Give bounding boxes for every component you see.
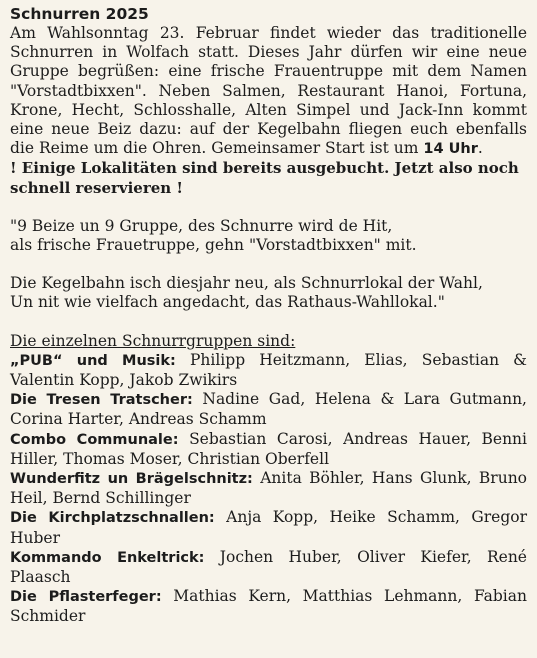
group-name: Kommando Enkeltrick: xyxy=(10,549,205,566)
poem-line: als frische Frauetruppe, gehn "Vorstadtbixxen" mit. xyxy=(10,236,417,255)
groups-list xyxy=(10,351,527,627)
start-time: 14 Uhr xyxy=(423,141,478,158)
poem-line: Un nit wie vielfach angedacht, das Rathaus-Wahllokal." xyxy=(10,293,445,312)
reservation-alert: ! Einige Lokalitäten sind bereits ausgebucht. Jetzt also noch schnell reservieren ! xyxy=(10,159,519,197)
group-name: Die Tresen Tratscher: xyxy=(10,392,193,409)
intro-text: Am Wahlsonntag 23. Februar findet wieder das traditionelle Schnurren in Wolfach statt. Dieses Jahr dürfen wir eine neue Gruppe begrüßen: eine frische Frauentruppe mit dem Namen "Vorstadtbixxen". Neben Salmen, Restaurant Hanoi, Fortuna, Krone, Hecht, Schlosshalle, Alten Simpel und Jack-Inn kommt eine neue Beiz dazu: auf der Kegelbahn fliegen euch ebenfalls die Reime um die Ohren. Gemeinsamer Start ist um xyxy=(10,24,527,158)
group-members: Jochen Huber, Oliver Kiefer, René Plaasch xyxy=(10,547,527,587)
group-name: Wunderfitz un Brägelschnitz: xyxy=(10,471,253,488)
group-members: Nadine Gad, Helena & Lara Gutmann, Corina Harter, Andreas Schamm xyxy=(10,390,527,429)
poem-line: Die Kegelbahn isch diesjahr neu, als Schnurrlokal der Wahl, xyxy=(10,274,483,293)
group-entry xyxy=(10,351,527,390)
group-members: Anja Kopp, Heike Schamm, Gregor Huber xyxy=(10,508,527,547)
group-entry xyxy=(10,587,527,626)
group-name: Die Pflasterfeger: xyxy=(10,589,162,606)
spacer xyxy=(10,255,527,274)
group-entry xyxy=(10,548,527,587)
group-members: Anita Böhler, Hans Glunk, Bruno Heil, Bernd Schillinger xyxy=(10,469,528,508)
group-members: Philipp Heitzmann, Elias, Sebastian & Valentin Kopp, Jakob Zwikirs xyxy=(10,350,527,390)
group-entry xyxy=(10,469,527,508)
group-members: Mathias Kern, Matthias Lehmann, Fabian Schmider xyxy=(10,587,527,626)
spacer xyxy=(10,313,527,332)
group-entry xyxy=(10,508,527,547)
group-name: Die Kirchplatzschnallen: xyxy=(10,510,215,527)
group-entry xyxy=(10,390,527,429)
spacer xyxy=(10,198,527,217)
start-suffix: . xyxy=(477,139,483,158)
group-entry xyxy=(10,430,527,469)
group-name: Combo Communale: xyxy=(10,431,179,448)
poem-line: "9 Beize un 9 Gruppe, des Schnurre wird de Hit, xyxy=(10,216,393,235)
article-title: Schnurren 2025 xyxy=(10,5,149,23)
group-name: „PUB“ und Musik: xyxy=(10,352,176,369)
group-members: Sebastian Carosi, Andreas Hauer, Benni Hiller, Thomas Moser, Christian Oberfell xyxy=(10,429,527,468)
groups-heading: Die einzelnen Schnurrgruppen sind: xyxy=(10,331,296,350)
intro-paragraph xyxy=(10,24,527,159)
